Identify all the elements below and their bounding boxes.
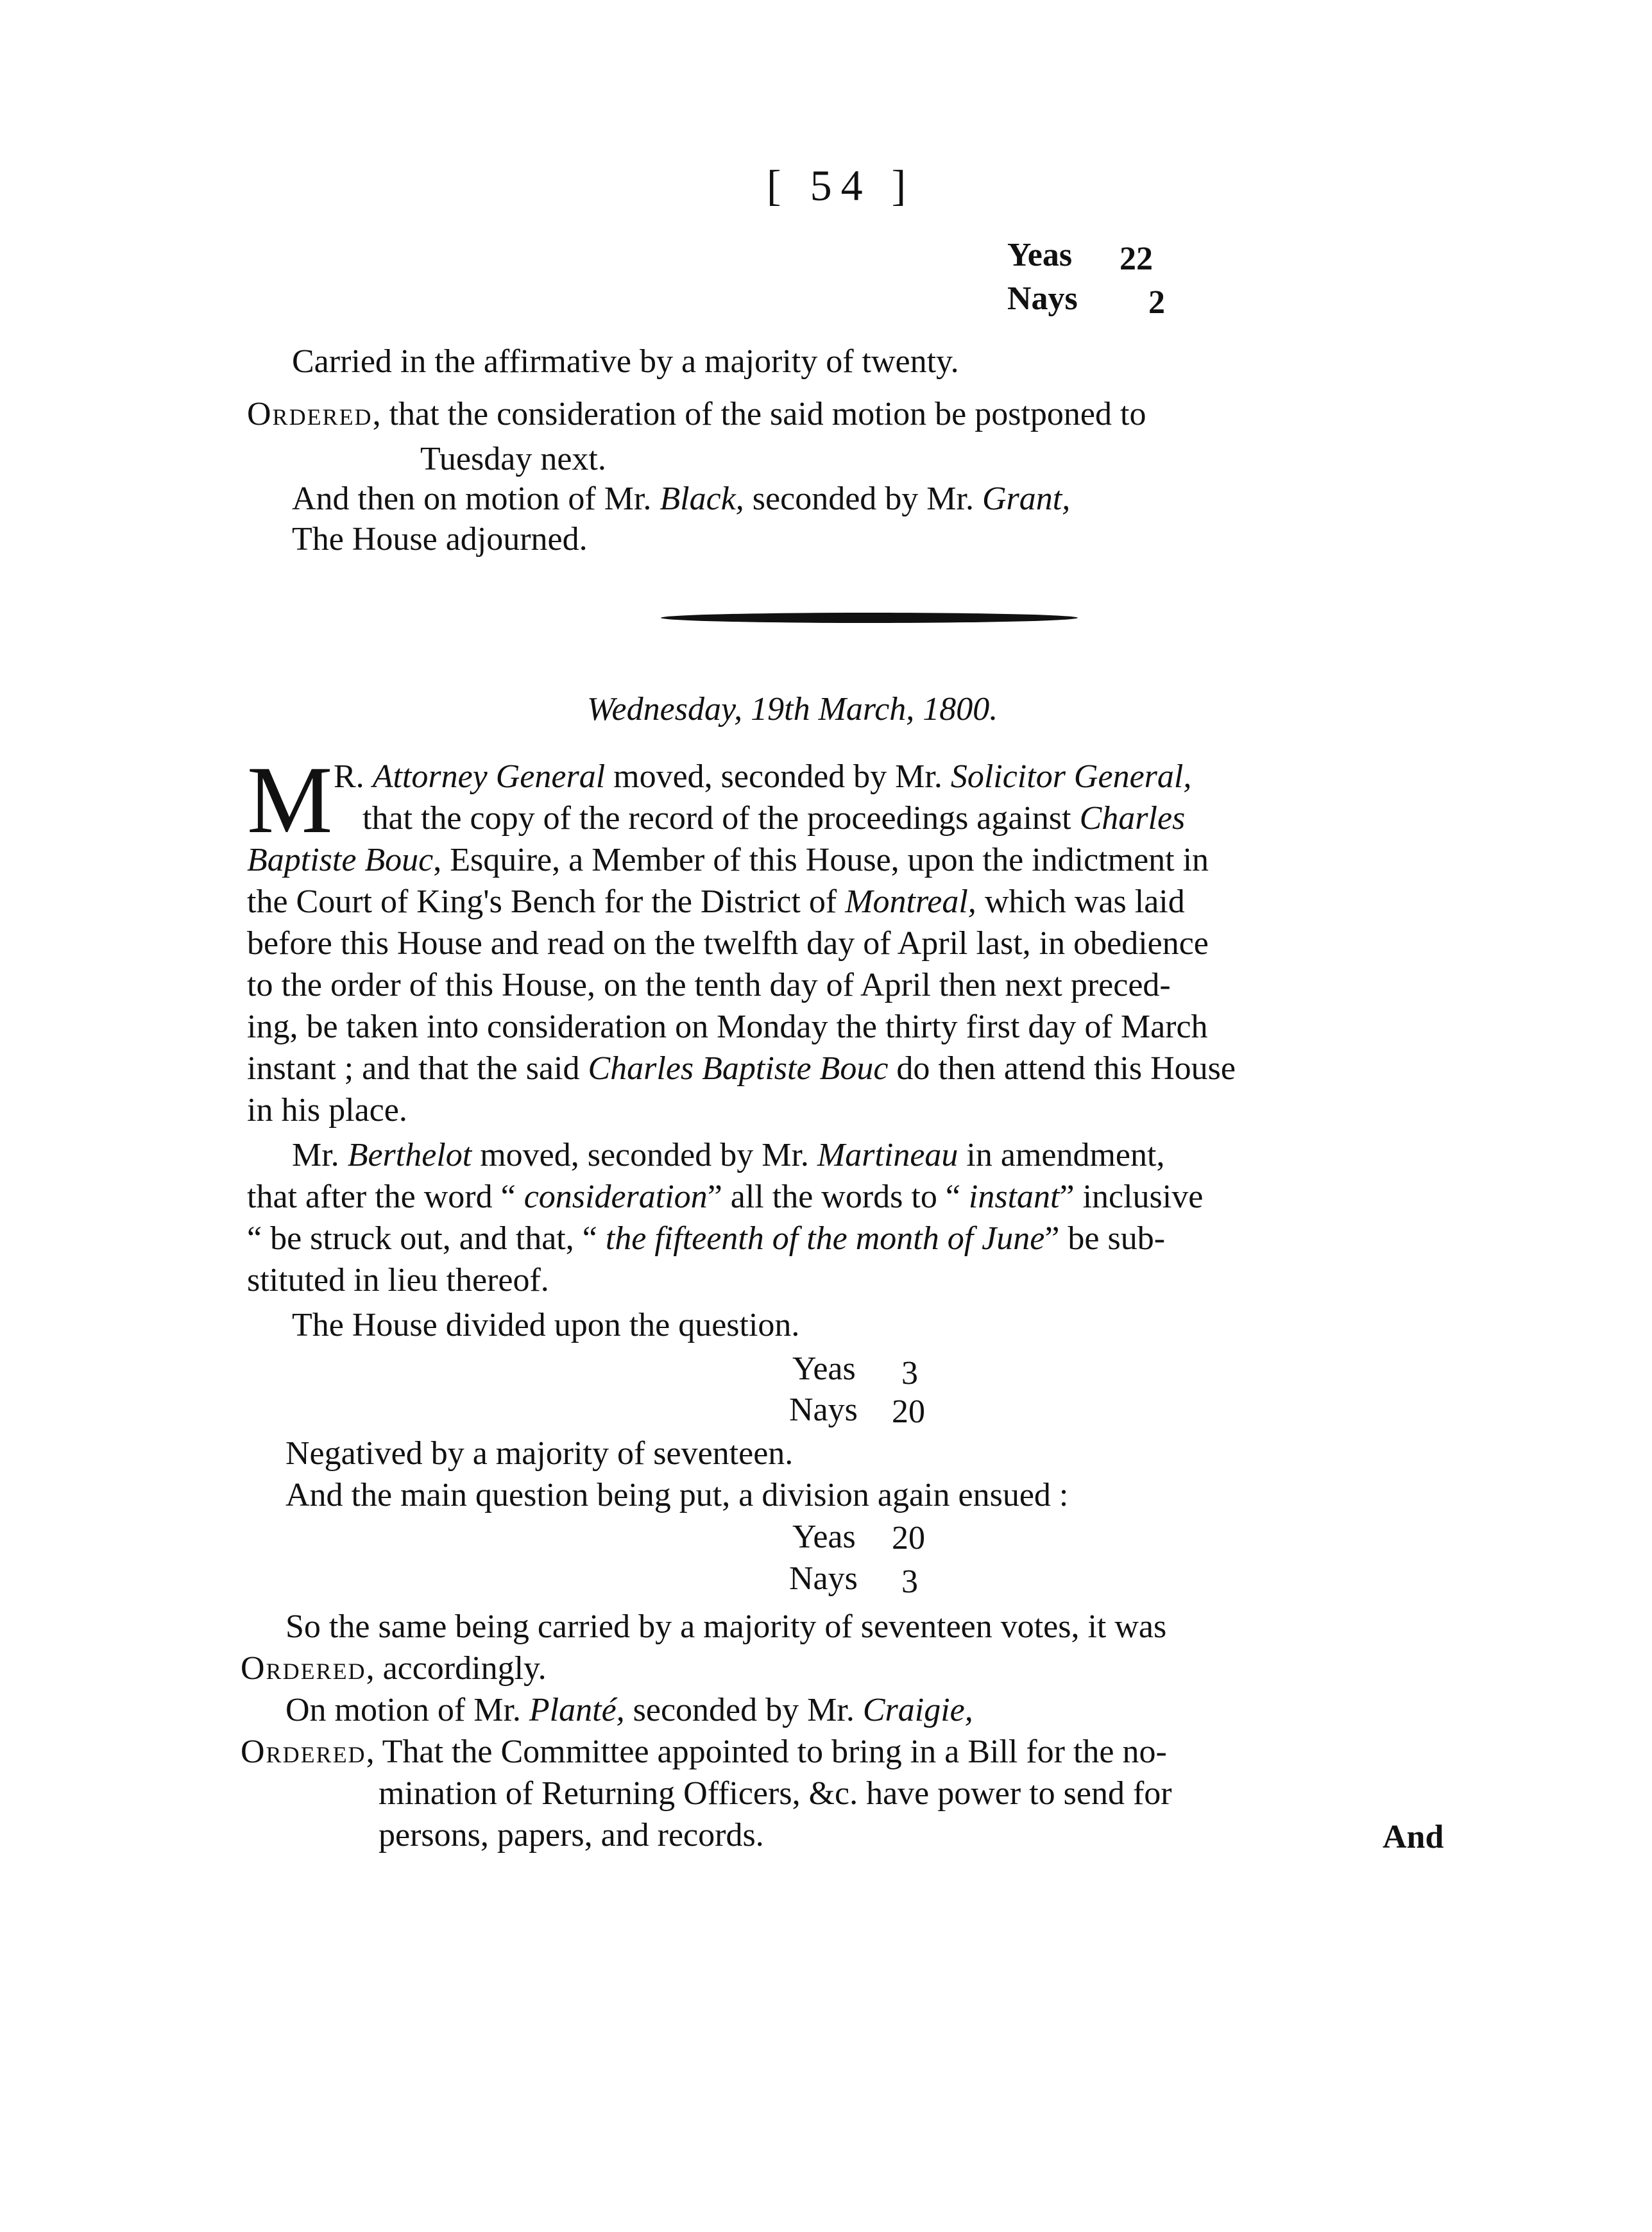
main-line-2 [362, 802, 1185, 835]
name-italic: Berthelot [347, 1137, 472, 1173]
yeas-value: 22 [1120, 241, 1153, 277]
ordered-rest: , that the consideration of the said motion be postponed to [372, 396, 1146, 432]
text: in amendment, [958, 1137, 1165, 1173]
nays-label: Nays [1007, 280, 1078, 317]
mover-name: Black, [660, 481, 744, 517]
nays-value: 2 [1148, 284, 1165, 321]
main-line-9: in his place. [247, 1092, 407, 1129]
main-line-1 [334, 760, 1191, 794]
adjourned-line: The House adjourned. [292, 521, 588, 558]
negatived-line: Negatived by a majority of seventeen. [285, 1435, 794, 1472]
amend-line-2 [247, 1180, 1203, 1214]
text: moved, seconded by Mr. [605, 758, 951, 795]
text: which was laid [976, 883, 1185, 920]
divided-line: The House divided upon the question. [292, 1307, 800, 1343]
text: instant ; and that the said [247, 1050, 588, 1087]
ordered-line [247, 398, 1453, 431]
motion-text-a: And then on motion of Mr. [292, 481, 660, 517]
date-heading: Wednesday, 19th March, 1800. [587, 691, 998, 728]
motion-text-b: seconded by Mr. [744, 481, 982, 517]
main-line-5: before this House and read on the twelfth day of April last, in obedience [247, 925, 1209, 962]
text: seconded by Mr. [624, 1692, 863, 1728]
main-question-line: And the main question being put, a division again ensued : [285, 1477, 1069, 1513]
final-line-3: persons, papers, and records. [379, 1817, 764, 1853]
name-italic: Solicitor General, [950, 758, 1192, 795]
yeas-value: 3 [901, 1355, 918, 1392]
plante-motion-line [285, 1694, 973, 1727]
name-italic: Baptiste Bouc [247, 842, 434, 878]
text: that the copy of the record of the proceedings against [362, 800, 1080, 837]
final-line-2: mination of Returning Officers, &c. have power to send for [379, 1775, 1172, 1812]
main-line-3 [247, 844, 1209, 877]
text: moved, seconded by Mr. [472, 1137, 817, 1173]
seconder-name: Grant, [982, 481, 1071, 517]
name-italic: Planté, [529, 1692, 625, 1728]
so-same-line: So the same being carried by a majority of seventeen votes, it was [285, 1608, 1167, 1645]
place-italic: Montreal, [845, 883, 976, 920]
catchword: And [1383, 1819, 1444, 1855]
text: On motion of Mr. [285, 1692, 529, 1728]
main-line-4 [247, 885, 1185, 919]
nays-label: Nays [789, 1560, 858, 1597]
yeas-label: Yeas [792, 1519, 856, 1555]
ordered-word: Ordered [247, 396, 373, 432]
ordered-accordingly-line [241, 1652, 547, 1685]
yeas-label: Yeas [1007, 237, 1073, 273]
text: ” all the words to “ [707, 1179, 969, 1215]
name-italic: Craigie, [862, 1692, 973, 1728]
motion-line [292, 482, 1070, 516]
amend-line-3 [247, 1222, 1165, 1256]
section-divider [661, 613, 1078, 623]
page-number: [ 54 ] [767, 161, 915, 210]
text: “ be struck out, and that, “ [247, 1220, 606, 1257]
main-line-8 [247, 1052, 1236, 1086]
text: that after the word “ [247, 1179, 524, 1215]
amend-line-4: stituted in lieu thereof. [247, 1262, 549, 1299]
yeas-value: 20 [892, 1520, 925, 1556]
text: , That the Committee appointed to bring in a Bill for the no- [366, 1734, 1167, 1770]
main-line-7: ing, be taken into consideration on Monday the thirty first day of March [247, 1009, 1208, 1045]
yeas-label: Yeas [792, 1350, 856, 1387]
ordered-word: Ordered [241, 1734, 366, 1770]
text: R. [334, 758, 373, 795]
text: , Esquire, a Member of this House, upon the indictment in [433, 842, 1209, 878]
nays-value: 20 [892, 1393, 925, 1430]
nays-label: Nays [789, 1392, 858, 1428]
main-line-6: to the order of this House, on the tenth day of April then next preced- [247, 967, 1171, 1003]
ordered-word: Ordered [241, 1650, 366, 1687]
name-italic: Charles [1079, 800, 1186, 837]
name-italic: Charles Baptiste Bouc [588, 1050, 889, 1087]
text: ” be sub- [1044, 1220, 1166, 1257]
text: Mr. [292, 1137, 348, 1173]
quoted-italic: the fifteenth of the month of June [605, 1220, 1045, 1257]
name-italic: Attorney General [372, 758, 606, 795]
amend-line-1 [292, 1139, 1164, 1172]
text: do then attend this House [888, 1050, 1236, 1087]
ordered-continuation: Tuesday next. [420, 441, 606, 477]
text: the Court of King's Bench for the District of [247, 883, 846, 920]
text: , accordingly. [366, 1650, 547, 1687]
text: ” inclusive [1059, 1179, 1204, 1215]
final-line-1 [241, 1735, 1167, 1769]
name-italic: Martineau [817, 1137, 958, 1173]
quoted-italic: instant [968, 1179, 1060, 1215]
drop-cap: M [247, 747, 333, 853]
carried-line: Carried in the affirmative by a majority of twenty. [292, 343, 959, 380]
nays-value: 3 [901, 1563, 918, 1600]
quoted-italic: consideration [524, 1179, 708, 1215]
